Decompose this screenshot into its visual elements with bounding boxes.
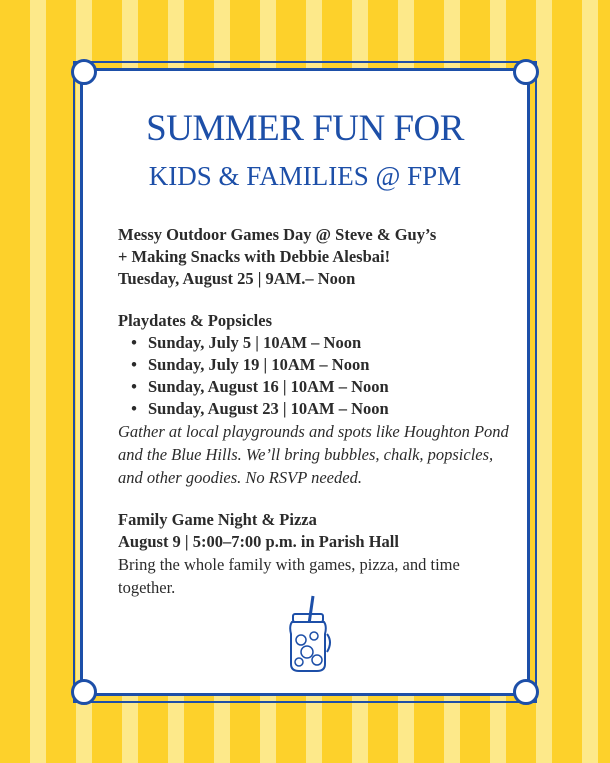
event-title: Playdates & Popsicles xyxy=(118,311,272,330)
lemonade-jar-icon xyxy=(283,594,333,674)
list-item: • Sunday, July 19 | 10AM – Noon xyxy=(118,354,518,376)
list-item: • Sunday, July 5 | 10AM – Noon xyxy=(118,332,518,354)
event-subtitle: + Making Snacks with Debbie Alesbai! xyxy=(118,247,391,266)
frame-corner xyxy=(71,679,97,705)
event-description: Bring the whole family with games, pizza, and time together. xyxy=(118,555,460,597)
event-messy-games xyxy=(118,224,518,290)
frame-corner xyxy=(513,679,539,705)
frame-corner xyxy=(513,59,539,85)
bullet-icon: • xyxy=(131,399,137,418)
event-title: Family Game Night & Pizza xyxy=(118,510,317,529)
flyer-card xyxy=(80,68,530,696)
frame-corner xyxy=(71,59,97,85)
bullet-icon: • xyxy=(131,377,137,396)
date-list xyxy=(118,332,518,420)
event-date: Tuesday, August 25 | 9AM.– Noon xyxy=(118,269,356,288)
page-subtitle: KIDS & FAMILIES @ FPM xyxy=(148,161,462,191)
event-date: August 9 | 5:00–7:00 p.m. in Parish Hall xyxy=(118,532,399,551)
event-description: Gather at local playgrounds and spots like Houghton Pond and the Blue Hills. We’ll bring bubbles, chalk, popsicles, and other goodies. No RSVP needed. xyxy=(118,422,509,487)
bullet-icon: • xyxy=(131,333,137,352)
event-game-night xyxy=(118,509,518,599)
event-list xyxy=(118,224,518,599)
event-title: Messy Outdoor Games Day @ Steve & Guy’s xyxy=(118,225,437,244)
event-playdates xyxy=(118,310,518,489)
list-item: • Sunday, August 23 | 10AM – Noon xyxy=(118,398,518,420)
page-title: SUMMER FUN FOR xyxy=(146,108,464,149)
bullet-icon: • xyxy=(131,355,137,374)
list-item: • Sunday, August 16 | 10AM – Noon xyxy=(118,376,518,398)
